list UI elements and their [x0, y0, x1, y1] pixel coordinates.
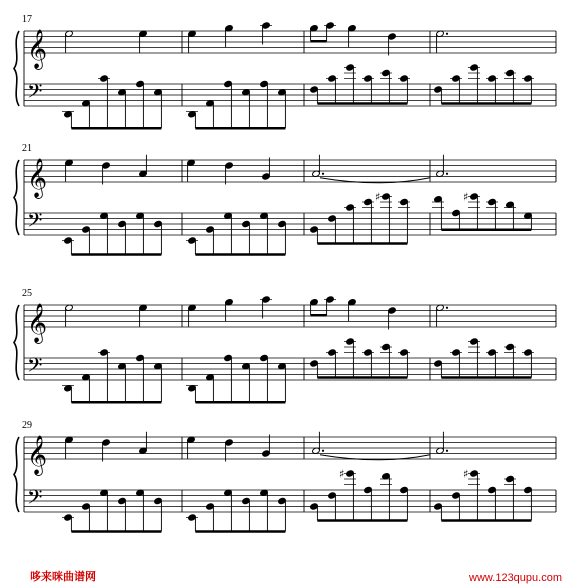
- site-url-watermark: www.123qupu.com: [469, 572, 562, 584]
- system-3-treble-clef: 𝄞: [27, 435, 48, 475]
- system-2-treble-clef: 𝄞: [27, 303, 48, 343]
- system-2-measure-number: 25: [22, 288, 32, 299]
- system-3-bass-clef: 𝄢: [27, 485, 43, 514]
- system-1-measure-number: 21: [22, 143, 32, 154]
- system-0-brace: [14, 31, 19, 106]
- system-1-dot: [322, 173, 324, 175]
- system-2-brace: [14, 305, 19, 380]
- system-1-sharp-sign: ♯: [375, 190, 381, 204]
- system-2-bass-clef: 𝄢: [27, 353, 43, 382]
- system-3-brace: [14, 437, 19, 512]
- system-3-sharp-sign: ♯: [339, 467, 345, 481]
- system-0-dot: [446, 33, 448, 35]
- system-2-dot: [446, 307, 448, 309]
- system-0-bass-clef: 𝄢: [27, 79, 43, 108]
- system-0-measure-number: 17: [22, 14, 32, 25]
- system-1-brace: [14, 160, 19, 235]
- system-3-measure-number: 29: [22, 420, 32, 431]
- system-3-dot: [446, 450, 448, 452]
- system-1-treble-clef: 𝄞: [27, 158, 48, 198]
- system-3-dot: [322, 450, 324, 452]
- site-name-watermark: 哆来咪曲谱网: [30, 570, 96, 583]
- system-1-sharp-sign: ♯: [463, 190, 469, 204]
- system-1-bass-clef: 𝄢: [27, 208, 43, 237]
- system-3-sharp-sign: ♯: [463, 467, 469, 481]
- system-1-dot: [446, 173, 448, 175]
- system-0-treble-clef: 𝄞: [27, 29, 48, 69]
